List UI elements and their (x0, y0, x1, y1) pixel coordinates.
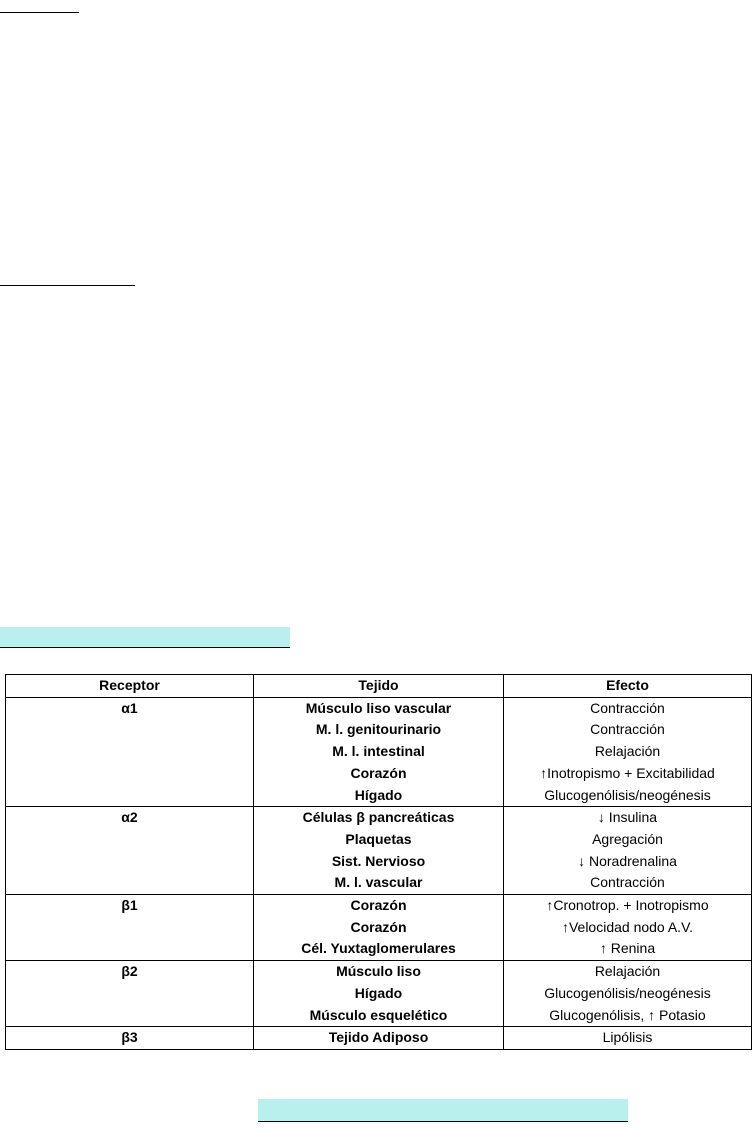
tissue-line: Tejido Adiposo (328, 1029, 429, 1046)
tissue-cell (254, 895, 504, 961)
effect-cell (504, 895, 752, 961)
effect-line: Lipólisis (602, 1029, 653, 1046)
tissue-cell (254, 1027, 504, 1050)
tissue-line: Hígado (354, 984, 403, 1001)
table-row-beta2 (6, 961, 752, 1027)
tissue-line: Células β pancreáticas (302, 809, 455, 826)
tissue-line: Corazón (350, 918, 407, 935)
tissue-cell (254, 807, 504, 895)
tissue-line: Músculo esquelético (309, 1006, 448, 1023)
effect-line: ↑Inotropismo + Excitabilidad (540, 764, 715, 781)
effect-cell (504, 697, 752, 807)
tissue-line: Plaquetas (345, 830, 412, 847)
effect-line: ↑ Renina (599, 940, 656, 957)
effect-line: ↑Cronotrop. + Inotropismo (546, 897, 709, 914)
caption-highlight-underline (258, 1121, 628, 1122)
effect-line: ↓ Noradrenalina (578, 852, 677, 869)
effect-line: Glucogenólisis/neogénesis (544, 984, 711, 1001)
effect-line: Agregación (592, 830, 663, 847)
header-efecto: Efecto (504, 675, 752, 698)
receptor-cell: β3 (6, 1027, 254, 1050)
effect-cell (504, 961, 752, 1027)
tissue-line: Músculo liso vascular (305, 699, 452, 716)
tissue-line: Hígado (354, 786, 403, 803)
effect-cell (504, 1027, 752, 1050)
receptor-cell: α1 (6, 697, 254, 807)
receptor-cell: β2 (6, 961, 254, 1027)
section-highlight-underline (0, 647, 290, 648)
effect-line: Contracción (590, 874, 665, 891)
tissue-line: Corazón (350, 897, 407, 914)
receptor-cell: α2 (6, 807, 254, 895)
effect-cell (504, 807, 752, 895)
effect-line: Contracción (590, 721, 665, 738)
tissue-line: Músculo liso (336, 963, 421, 980)
tissue-line: M. l. genitourinario (315, 721, 442, 738)
table-row-beta1 (6, 895, 752, 961)
receptor-cell: β1 (6, 895, 254, 961)
effect-line: Relajación (594, 743, 661, 760)
tissue-cell (254, 961, 504, 1027)
header-receptor: Receptor (6, 675, 254, 698)
tissue-line: Corazón (350, 764, 407, 781)
table-header-row (6, 675, 752, 698)
effect-line: Glucogenólisis, ↑ Potasio (549, 1006, 706, 1023)
effect-line: Contracción (590, 699, 665, 716)
header-tejido: Tejido (254, 675, 504, 698)
table-row-alpha2 (6, 807, 752, 895)
tissue-line: Cél. Yuxtaglomerulares (301, 940, 456, 957)
effect-line: Relajación (594, 963, 661, 980)
effect-line: Glucogenólisis/neogénesis (544, 786, 711, 803)
caption-highlight-bar (258, 1099, 628, 1121)
receptor-table (5, 674, 752, 1050)
effect-line: ↓ Insulina (597, 809, 658, 826)
tissue-cell (254, 697, 504, 807)
effect-line: ↑Velocidad nodo A.V. (561, 918, 694, 935)
section-highlight-bar (0, 627, 290, 647)
tissue-line: M. l. vascular (334, 874, 423, 891)
tissue-line: M. l. intestinal (332, 743, 425, 760)
heading-underline-middle (0, 285, 135, 286)
tissue-line: Sist. Nervioso (331, 852, 426, 869)
table-row-alpha1 (6, 697, 752, 807)
table-row-beta3 (6, 1027, 752, 1050)
heading-underline-top (0, 12, 79, 13)
